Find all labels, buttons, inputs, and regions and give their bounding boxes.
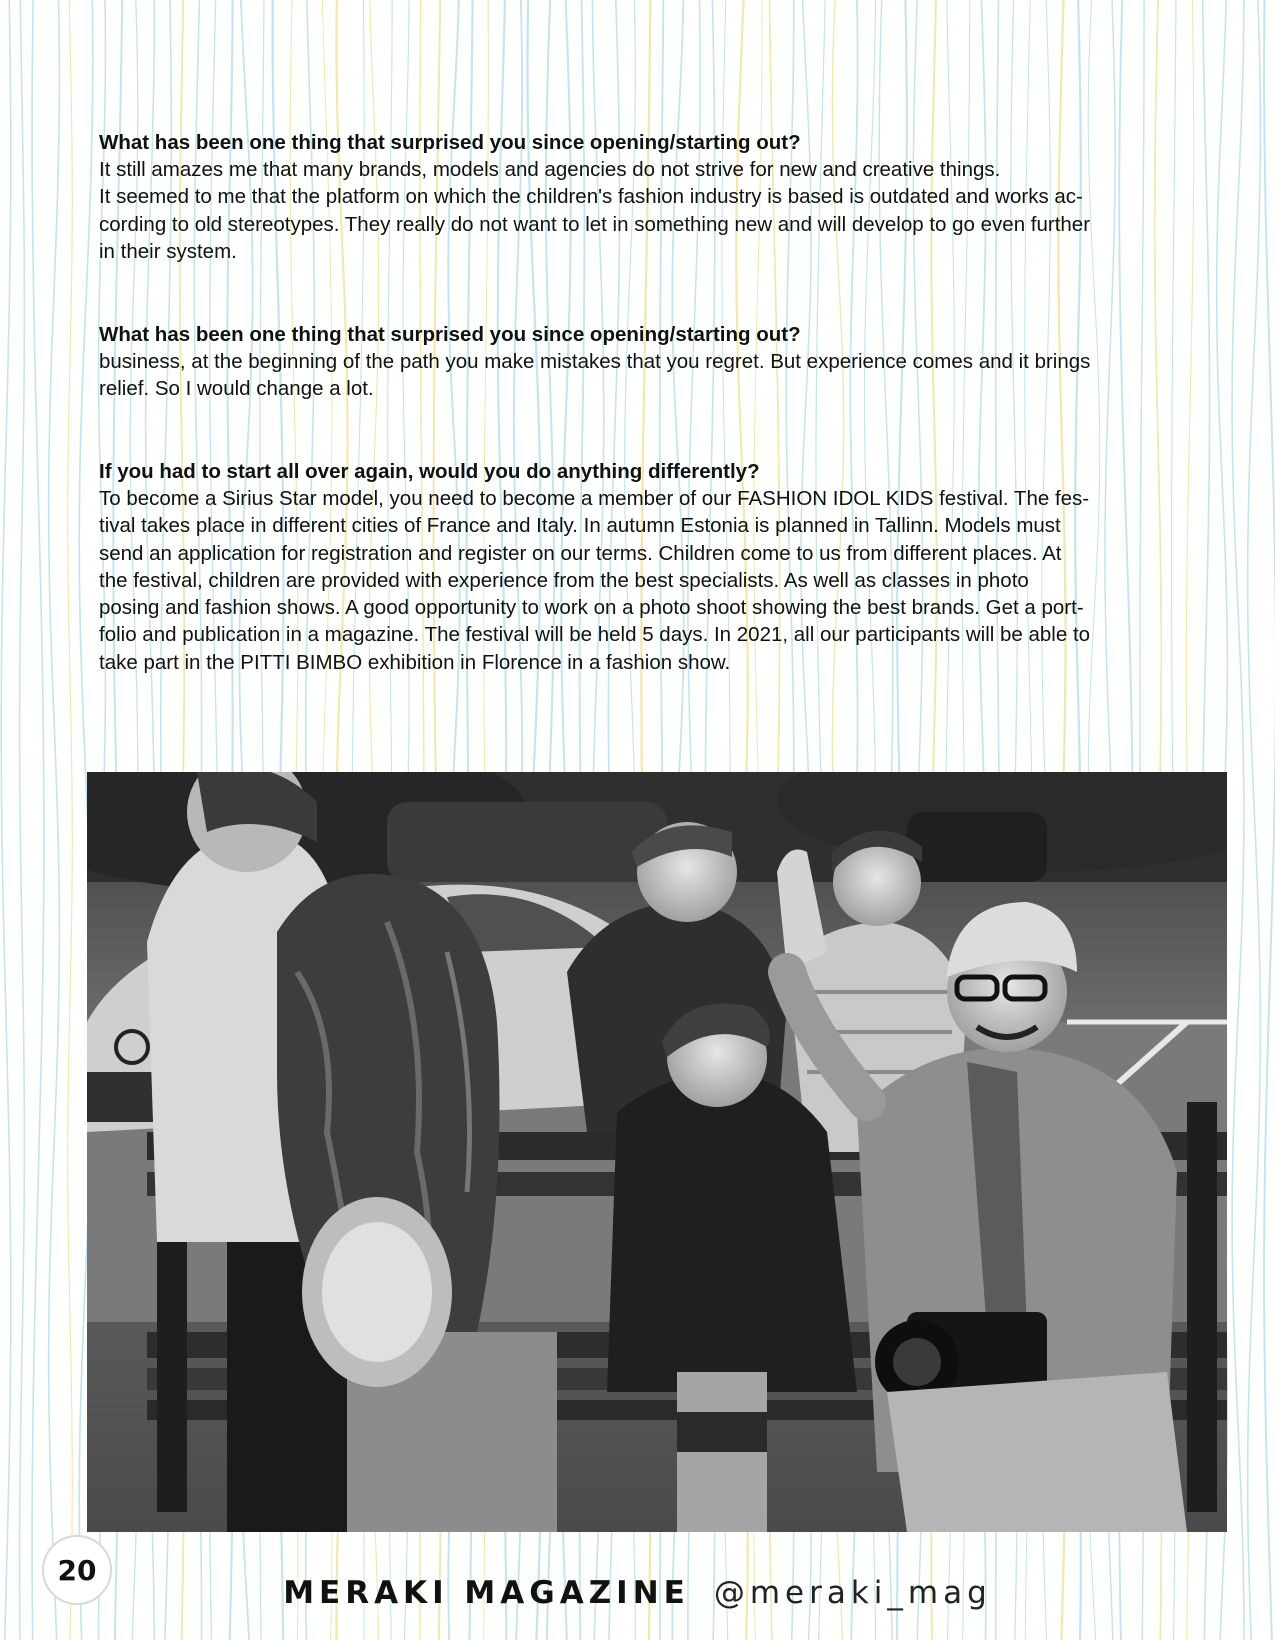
question-heading: What has been one thing that surprised you since opening/starting out?: [99, 131, 801, 154]
answer-line: cording to old stereotypes. They really do not want to let in something new and will develop to go even further: [99, 212, 1091, 236]
magazine-brand: MERAKI MAGAZINE: [283, 1575, 690, 1611]
background-stripe: [1, 0, 11, 1640]
answer-line: in their system.: [99, 239, 237, 263]
answer-line: send an application for registration and register on our terms. Children come to us from different places. At: [99, 541, 1062, 565]
answer-line: the festival, children are provided with experience from the best specialists. As well as classes in photo: [99, 568, 1029, 592]
background-stripe: [68, 0, 73, 1640]
qa-section-start-over: [99, 458, 1211, 676]
answer-line: It seemed to me that the platform on which the children's fashion industry is based is outdated and works ac-: [99, 185, 1083, 209]
qa-section-surprise-2: [99, 321, 1211, 403]
answer-line: To become a Sirius Star model, you need to become a member of our FASHION IDOL KIDS festival. The fes-: [99, 487, 1090, 510]
background-stripe: [1232, 0, 1244, 1640]
background-stripe: [1264, 0, 1275, 1640]
group-photo: [87, 772, 1227, 1532]
answer-line: relief. So I would change a lot.: [99, 377, 374, 401]
page-number-badge: 20: [42, 1535, 112, 1605]
photo-illustration: [87, 772, 1227, 1532]
question-heading: If you had to start all over again, would you do anything differently?: [99, 460, 760, 483]
background-stripe: [49, 0, 60, 1640]
answer-line: business, at the beginning of the path you make mistakes that you regret. But experience comes and it brings: [99, 350, 1091, 373]
answer-line: tival takes place in different cities of France and Italy. In autumn Estonia is planned in Tallinn. Models must: [99, 514, 1061, 538]
qa-section-surprise: [99, 129, 1211, 265]
answer-line: folio and publication in a magazine. The festival will be held 5 days. In 2021, all our participants will be able to: [99, 623, 1091, 647]
background-stripe: [1248, 0, 1261, 1640]
background-stripe: [20, 0, 25, 1640]
magazine-footer: [0, 1575, 1275, 1611]
answer-line: take part in the PITTI BIMBO exhibition in Florence in a fashion show.: [99, 650, 731, 674]
answer-line: posing and fashion shows. A good opportunity to work on a photo shoot showing the best brands. Get a port-: [99, 596, 1084, 620]
social-handle[interactable]: @meraki_mag: [713, 1575, 992, 1611]
answer-line: It still amazes me that many brands, models and agencies do not strive for new and creative things.: [99, 158, 1001, 181]
question-heading: What has been one thing that surprised you since opening/starting out?: [99, 323, 801, 346]
background-stripe: [32, 0, 44, 1640]
